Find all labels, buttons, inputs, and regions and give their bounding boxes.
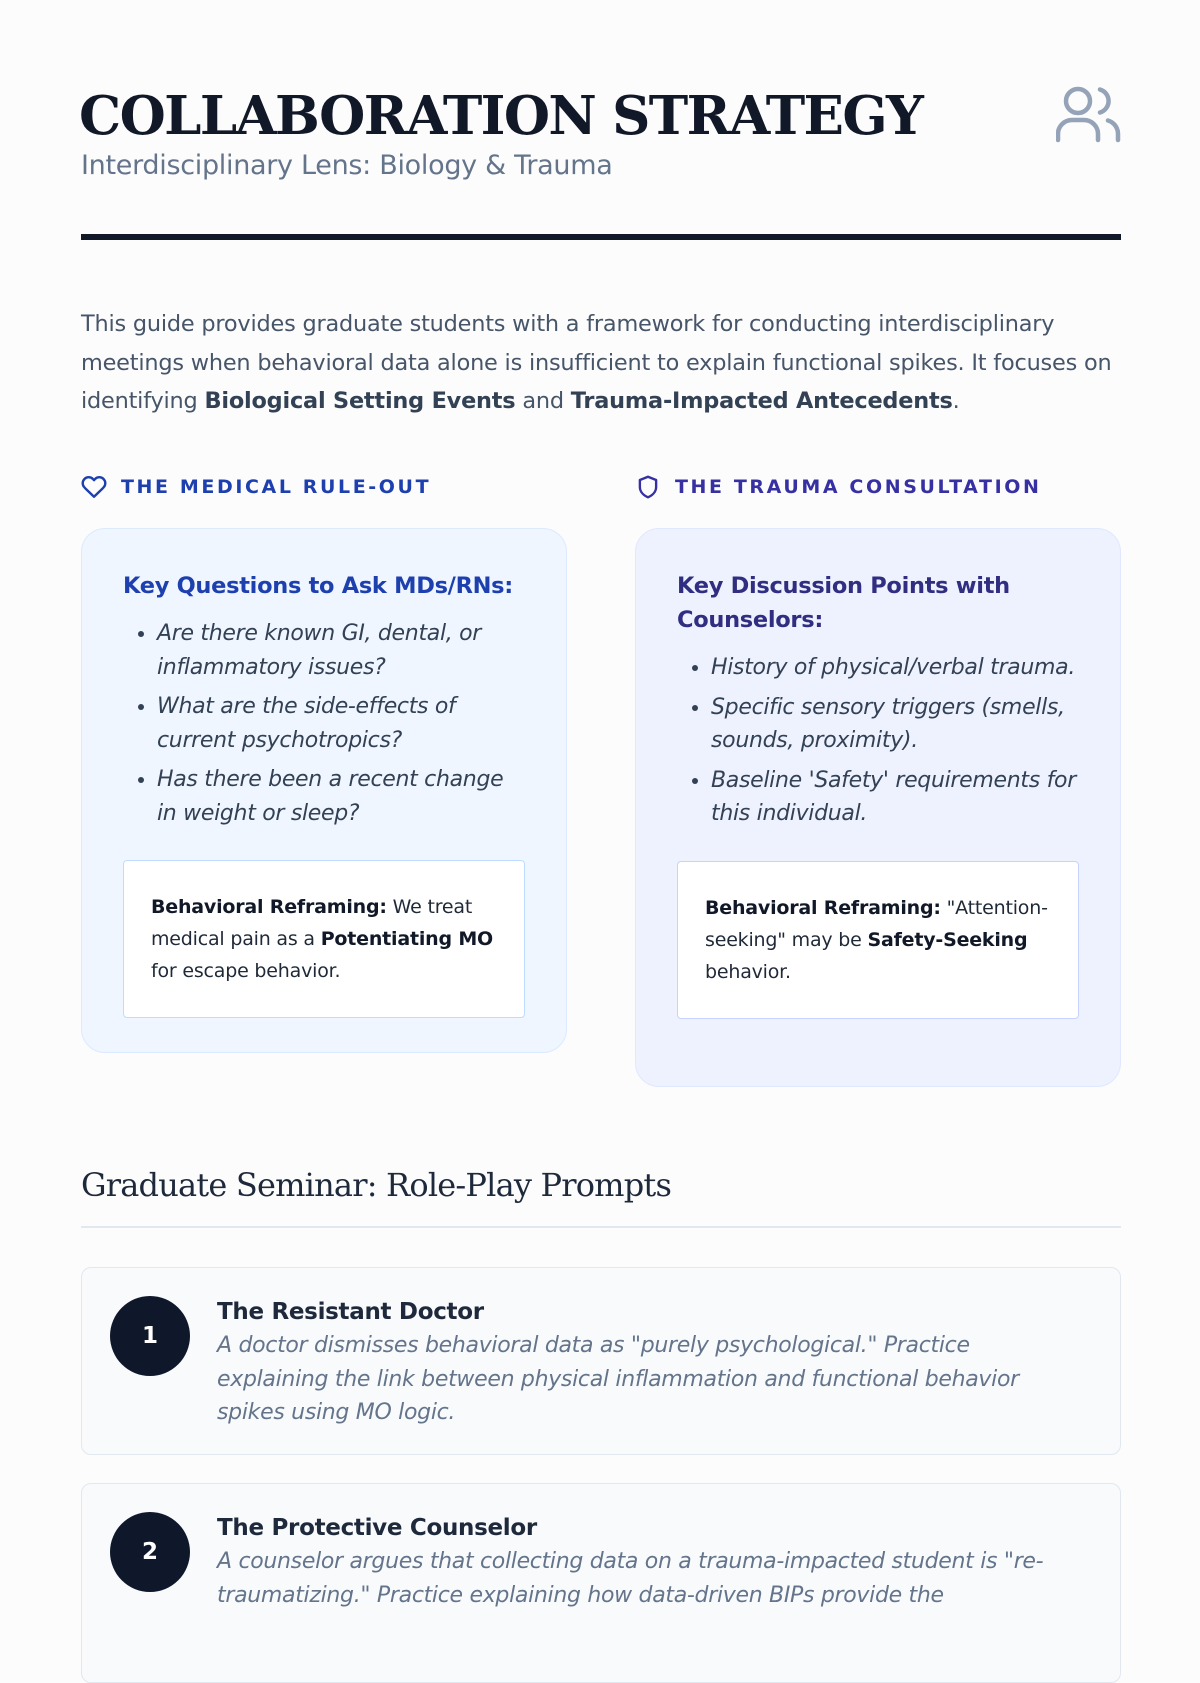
prompt-number-badge: 2 [110, 1512, 190, 1592]
medical-question-list [123, 617, 525, 830]
trauma-card [635, 528, 1121, 1087]
reframing-text: We treat medical pain as a [151, 896, 473, 950]
prompt-body [217, 1512, 1077, 1612]
reframing-label: Behavioral Reframing: [151, 896, 387, 918]
trauma-discussion-list [677, 651, 1079, 831]
prompt-description: A counselor argues that collecting data on a trauma-impacted student is "re-traumatizing." Practice explaining how data-driven BIPs provide the [217, 1549, 1044, 1608]
header-divider [81, 234, 1121, 240]
trauma-heading [635, 470, 1121, 504]
page-title: COLLABORATION STRATEGY [79, 85, 923, 147]
medical-card-title: Key Questions to Ask MDs/RNs: [123, 573, 513, 599]
prompt-title: The Protective Counselor [217, 1515, 537, 1541]
users-icon [1056, 84, 1122, 144]
prompt-number-badge: 1 [110, 1296, 190, 1376]
reframing-text: behavior. [705, 960, 791, 983]
medical-heading-label: THE MEDICAL RULE-OUT [121, 476, 432, 498]
intro-bold-biological: Biological Setting Events [204, 388, 516, 414]
page-subtitle: Interdisciplinary Lens: Biology & Trauma [81, 150, 613, 181]
prompt-body [217, 1296, 1077, 1430]
reframing-text: for escape behavior. [151, 960, 341, 982]
heart-icon [81, 474, 107, 500]
page-header [81, 0, 1121, 242]
reframing-text: "Attention-seeking" may be [705, 896, 1048, 951]
list-item: • Has there been a recent change in weight or sleep? [157, 763, 525, 830]
trauma-heading-label: THE TRAUMA CONSULTATION [675, 476, 1042, 498]
medical-column [81, 470, 567, 1053]
list-item: • History of physical/verbal trauma. [711, 651, 1079, 685]
intro-text-before: This guide provides graduate students with a framework for conducting interdisciplinary meetings when behavioral data alone is insufficient to explain functional spikes. It focuses on identifying [81, 311, 1112, 414]
seminar-title: Graduate Seminar: Role-Play Prompts [81, 1166, 672, 1204]
intro-paragraph [81, 305, 1131, 421]
list-item: • What are the side-effects of current psychotropics? [157, 690, 525, 757]
medical-reframing-box [123, 860, 525, 1018]
seminar-divider [81, 1226, 1121, 1228]
prompt-description: A doctor dismisses behavioral data as "purely psychological." Practice explaining the link between physical inflammation and functional behavior spikes using MO logic. [217, 1333, 1019, 1425]
medical-card [81, 528, 567, 1053]
page [79, 0, 1121, 1608]
trauma-column [635, 470, 1121, 1087]
reframing-label: Behavioral Reframing: [705, 896, 941, 919]
intro-text-after: . [952, 388, 960, 414]
list-item: • Specific sensory triggers (smells, sounds, proximity). [711, 691, 1079, 758]
medical-heading [81, 470, 567, 504]
reframing-bold-term: Potentiating MO [320, 928, 493, 950]
trauma-card-title: Key Discussion Points with Counselors: [677, 573, 1010, 633]
shield-icon [635, 474, 661, 500]
prompt-title: The Resistant Doctor [217, 1299, 484, 1325]
reframing-bold-term: Safety-Seeking [867, 928, 1028, 951]
intro-text-middle: and [515, 388, 571, 414]
list-item: • Are there known GI, dental, or inflammatory issues? [157, 617, 525, 684]
list-item: • Baseline 'Safety' requirements for this individual. [711, 764, 1079, 831]
role-play-prompt-2 [81, 1483, 1121, 1683]
role-play-prompt-1 [81, 1267, 1121, 1455]
trauma-reframing-box [677, 861, 1079, 1019]
intro-bold-trauma: Trauma-Impacted Antecedents [570, 388, 953, 414]
